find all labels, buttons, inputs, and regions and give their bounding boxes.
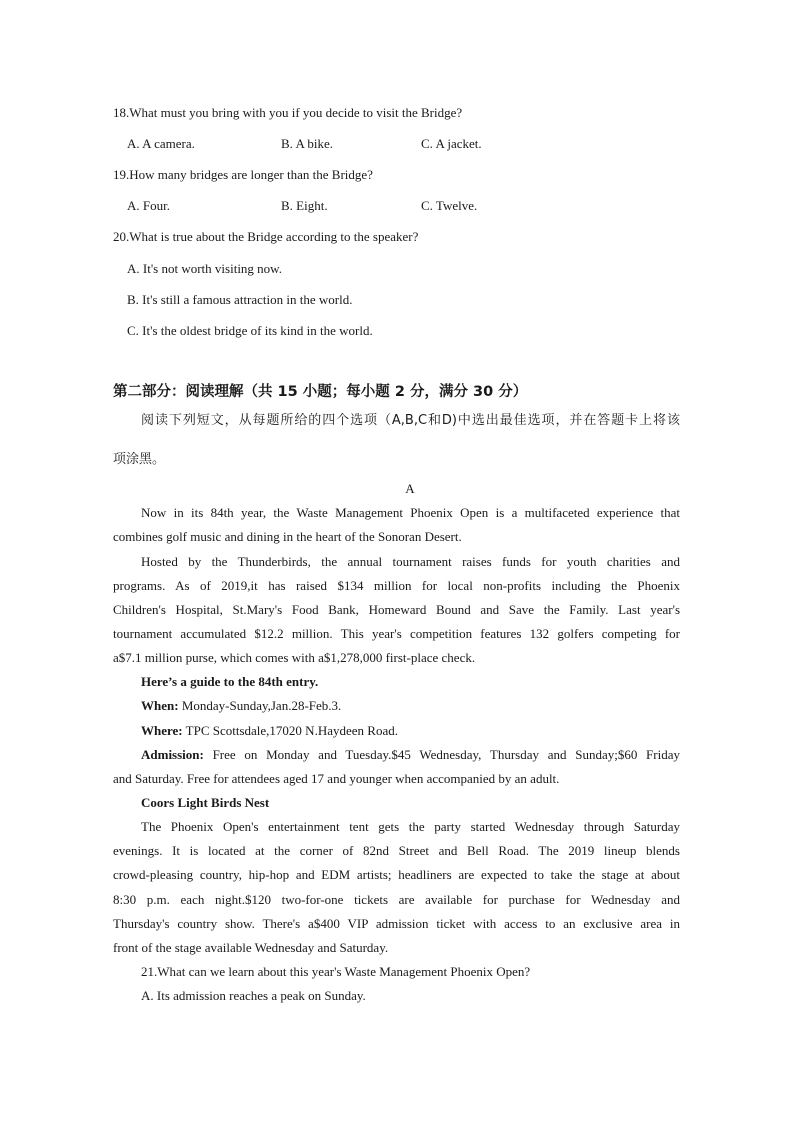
admission-line-1 — [141, 747, 680, 763]
question-20-option-b: B. It's still a famous attraction in the world. — [127, 292, 353, 307]
question-18-option-a: A. A camera. — [127, 136, 195, 151]
when-line — [141, 698, 341, 714]
where-label: Where: — [141, 723, 183, 738]
question-19-option-c: C. Twelve. — [421, 198, 478, 213]
paragraph-2-line-1: Hosted by the Thunderbirds, the annual tournament raises funds for youth charities and — [141, 554, 680, 569]
paragraph-2-line-3: Children's Hospital, St.Mary's Food Bank, Homeward Bound and Save the Family. Last year's — [113, 602, 680, 617]
paragraph-2-line-2: programs. As of 2019,it has raised $134 million for local non-profits including the Phoenix — [113, 578, 680, 593]
section-instruction-line2: 项涂黑。 — [113, 452, 166, 467]
paragraph-2-line-4: tournament accumulated $12.2 million. This year's competition features 132 golfers competing for — [113, 626, 680, 641]
question-21-option-a: A. Its admission reaches a peak on Sunday. — [141, 988, 366, 1003]
paragraph-3-line-2: evenings. It is located at the corner of 82nd Street and Bell Road. The 2019 lineup blends — [113, 843, 680, 858]
section-heading: 第二部分：阅读理解（共 15 小题；每小题 2 分，满分 30 分） — [113, 384, 528, 400]
when-label: When: — [141, 698, 179, 713]
paragraph-3-line-5: Thursday's country show. There's a$400 VIP admission ticket with access to an exclusive area in — [113, 916, 680, 931]
question-19-option-a: A. Four. — [127, 198, 170, 213]
paragraph-3-line-1: The Phoenix Open's entertainment tent gets the party started Wednesday through Saturday — [141, 819, 680, 834]
paragraph-3-line-3: crowd-pleasing country, hip-hop and EDM artists; headliners are expected to take the stage at about — [113, 867, 680, 882]
passage-letter: A — [405, 481, 415, 496]
question-19-stem: 19.How many bridges are longer than the Bridge? — [113, 167, 373, 182]
coors-heading: Coors Light Birds Nest — [141, 795, 270, 810]
paragraph-2-line-5: a$7.1 million purse, which comes with a$1,278,000 first-place check. — [113, 650, 476, 665]
where-line — [141, 723, 398, 739]
when-text: Monday-Sunday,Jan.28-Feb.3. — [178, 698, 342, 713]
admission-label: Admission: — [141, 747, 204, 762]
where-text: TPC Scottsdale,17020 N.Haydeen Road. — [182, 723, 398, 738]
paragraph-1-line-1: Now in its 84th year, the Waste Management Phoenix Open is a multifaceted experience that — [141, 505, 680, 520]
question-18-stem: 18.What must you bring with you if you decide to visit the Bridge? — [113, 105, 463, 120]
question-21-stem: 21.What can we learn about this year's Waste Management Phoenix Open? — [141, 964, 531, 979]
question-20-stem: 20.What is true about the Bridge according to the speaker? — [113, 229, 419, 244]
admission-line-2: and Saturday. Free for attendees aged 17 and younger when accompanied by an adult. — [113, 771, 560, 786]
question-18-option-c: C. A jacket. — [421, 136, 482, 151]
section-instruction-line1: 阅读下列短文，从每题所给的四个选项（A,B,C和D)中选出最佳选项，并在答题卡上将该 — [141, 413, 680, 428]
guide-heading: Here’s a guide to the 84th entry. — [141, 674, 319, 689]
paragraph-3-line-6: front of the stage available Wednesday and Saturday. — [113, 940, 389, 955]
paragraph-1-line-2: combines golf music and dining in the heart of the Sonoran Desert. — [113, 529, 462, 544]
question-20-option-a: A. It's not worth visiting now. — [127, 261, 282, 276]
admission-text: Free on Monday and Tuesday.$45 Wednesday, Thursday and Sunday;$60 Friday — [203, 747, 680, 762]
question-20-option-c: C. It's the oldest bridge of its kind in the world. — [127, 323, 373, 338]
paragraph-3-line-4: 8:30 p.m. each night.$120 two-for-one tickets are available for purchase for Wednesday and — [113, 892, 680, 907]
question-18-option-b: B. A bike. — [281, 136, 334, 151]
question-19-option-b: B. Eight. — [281, 198, 328, 213]
